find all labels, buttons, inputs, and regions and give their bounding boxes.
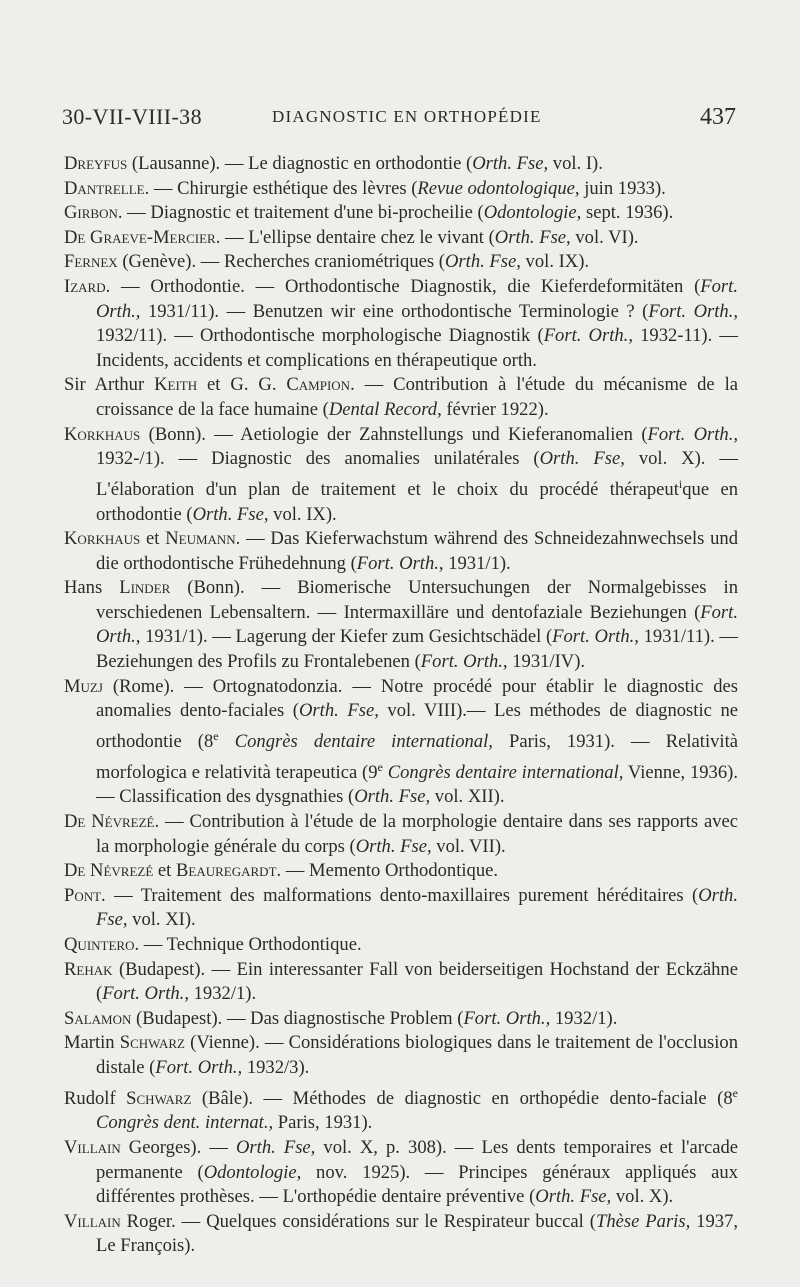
entry-journal-title: Orth. Fse, — [472, 153, 549, 174]
bibliography-entry — [64, 1081, 738, 1136]
entry-superscript: i — [678, 476, 683, 491]
entry-text: et G. G. — [197, 374, 287, 396]
entry-text: (Vienne). — Considérations biologiques dans le traitement de l'occlusion distale ( — [96, 1032, 738, 1078]
entry-journal-title: Orth. Fse, — [494, 226, 571, 248]
entry-text: 1932-/1). — Diagnostic des anomalies unilatérales ( — [96, 448, 540, 470]
entry-journal-title: Orth. Fse, — [535, 1186, 612, 1208]
entry-text: — Contribution à l'étude de la morphologie dentaire dans ses rapports avec la morphologie générale du corps ( — [96, 811, 739, 857]
entry-journal-title: Orth. Fse, — [299, 700, 379, 722]
entry-text: et — [140, 528, 166, 550]
entry-author: De Névrezé. — [64, 811, 160, 832]
entry-author: Pont. — [64, 884, 106, 906]
entry-text: vol. X). — [611, 1186, 674, 1208]
entry-text: (Budapest). — Das diagnostische Problem ( — [131, 1007, 464, 1029]
entry-text: février 1922). — [441, 398, 549, 420]
entry-text: 1931/11). — Beziehungen des Profils zu Frontalebenen ( — [96, 626, 738, 673]
entry-author: Fernex — [64, 251, 118, 273]
bibliography-entry — [64, 275, 738, 373]
entry-text: 1932/1). — [188, 983, 257, 1005]
entry-text: — Diagnostic et traitement d'une bi-procheilie ( — [122, 202, 484, 224]
entry-author: Korkhaus — [64, 423, 141, 445]
entry-text: — Das Kieferwachstum während des Schneidezahnwechsels und die orthodontische Frühedehnung ( — [96, 528, 739, 574]
entry-text: 1931/1). — [443, 552, 511, 574]
bibliography-entry — [64, 810, 738, 859]
entry-text: 1931/11). — Benutzen wir eine orthodontische Terminologie ? ( — [140, 300, 649, 322]
entry-journal-title: Orth. Fse, — [354, 786, 431, 808]
entry-text: vol. XII). — [430, 786, 505, 808]
entry-author: De Graeve-Mercier. — [64, 226, 221, 248]
bibliography-entry — [64, 933, 738, 958]
entry-journal-title: Fort. Orth., — [96, 275, 738, 322]
bibliography-entry — [64, 226, 738, 251]
entry-journal-title: Fort. Orth., — [463, 1007, 551, 1029]
entry-text: Paris, 1931). — Relatività morfologica e relatività terapeutica (9 — [96, 731, 738, 783]
entry-superscript: e — [213, 728, 219, 743]
entry-text: (Budapest). — Ein interessanter Fall von beiderseitigen Hochstand der Eckzähne ( — [96, 958, 738, 1005]
entry-author: Dreyfus — [64, 153, 128, 174]
entry-superscript: e — [732, 1085, 738, 1100]
bibliography-entry — [64, 250, 738, 275]
entry-text: et — [153, 860, 176, 882]
running-title: DIAGNOSTIC EN ORTHOPÉDIE — [272, 107, 542, 126]
entry-author: Salamon — [64, 1007, 132, 1029]
entry-text: que en orthodontie ( — [96, 478, 738, 525]
entry-author-name: Schwarz — [119, 1032, 185, 1054]
entry-text: (Bonn). — Biomerische Untersuchungen der Normalgebisses in verschiedenen Lebensaltern. — Intermaxilläre und dentofaziale Beziehungen ( — [96, 577, 738, 623]
entry-journal-title: Odontologie, — [483, 202, 582, 224]
entry-author: De Névrezé — [64, 860, 154, 882]
entry-author-name: Neumann. — [165, 528, 241, 550]
running-header — [62, 104, 736, 138]
bibliography-entry — [64, 423, 738, 528]
entry-text: Vienne, 1936). — Classification des dysgnathies ( — [96, 761, 738, 808]
entry-text: nov. 1925). — Principes généraux appliqués aux différentes prothèses. — L'orthopédie dentaire préventive ( — [96, 1161, 738, 1208]
entry-text: Rudolf — [64, 1087, 127, 1109]
entry-text: 1932-11). — Incidents, accidents et complications en thérapeutique orth. — [96, 325, 738, 371]
entry-journal-title: Orth. Fse, — [96, 884, 738, 931]
entry-text: vol. VI). — [570, 226, 639, 248]
bibliography-entry — [64, 1007, 738, 1032]
bibliography-entry — [64, 576, 738, 674]
entry-text: vol. X). — L'élaboration d'un plan de traitement et le choix du procédé thérapeut — [96, 448, 738, 500]
entry-text: 1932/3). — [242, 1056, 310, 1078]
bibliography-entry — [64, 1210, 738, 1259]
entry-journal-title: Orth. Fse, — [236, 1136, 316, 1158]
entry-author: Rehak — [64, 958, 113, 980]
entry-journal-title: Orth. Fse, — [444, 251, 521, 273]
entry-text: — L'ellipse dentaire chez le vivant ( — [220, 226, 495, 248]
entry-journal-title: Fort. Orth., — [647, 423, 738, 445]
entry-author: Villain — [64, 1136, 121, 1158]
entry-journal-title: Fort. Orth., — [543, 325, 633, 347]
bibliography-entry — [64, 958, 738, 1007]
entry-text: vol. X, p. 308). — Les dents temporaires et l'arcade permanente ( — [96, 1136, 739, 1183]
entry-text: — Traitement des malformations dento-maxillaires purement héréditaires ( — [105, 884, 699, 906]
bibliography-entry — [64, 152, 738, 177]
entry-author-name: Keith — [154, 374, 198, 396]
entry-text: (Rome). — Ortognatodonzia. — Notre procédé pour établir le diagnostic des anomalies dento-faciales ( — [96, 675, 738, 722]
entry-text: (Lausanne). — Le diagnostic en orthodontie ( — [127, 153, 473, 174]
entry-journal-title: Orth. Fse, — [539, 448, 625, 470]
entry-journal-title: Fort. Orth., — [102, 983, 189, 1005]
entry-text: — Technique Orthodontique. — [139, 933, 362, 955]
entry-journal-title: Fort. Orth., — [155, 1056, 243, 1078]
entry-text: — Chirurgie esthétique des lèvres ( — [149, 177, 418, 199]
entry-journal-title: Orth. Fse, — [355, 835, 432, 857]
entry-author: Izard. — [64, 275, 111, 297]
entry-author: Muzj — [64, 675, 103, 697]
bibliography-entry — [64, 201, 738, 226]
entry-text: (Genève). — Recherches craniométriques ( — [117, 251, 445, 273]
entry-author-name: Campion. — [286, 374, 355, 396]
entry-journal-title: Fort. Orth., — [96, 601, 738, 648]
entry-text: Roger. — Quelques considérations sur le Respirateur buccal ( — [120, 1210, 596, 1232]
entry-text: Paris, 1931). — [273, 1112, 373, 1134]
bibliography-entry — [64, 177, 738, 202]
entry-journal-title: Fort. Orth., — [552, 626, 639, 648]
bibliography-entry — [64, 884, 738, 933]
entry-text: Sir Arthur — [64, 374, 155, 396]
entry-journal-title: Thèse Paris, — [595, 1210, 691, 1232]
entry-author: Quintero. — [64, 933, 140, 955]
entry-text: 1932/11). — Orthodontische morphologische Diagnostik ( — [96, 325, 544, 347]
entry-text: vol. I). — [548, 153, 603, 174]
entry-journal-title: Dental Record, — [328, 398, 442, 420]
entry-text: vol. IX). — [520, 251, 590, 273]
entry-journal-title: Congrès dentaire international, — [234, 731, 493, 753]
entry-author: Villain — [64, 1210, 121, 1232]
entry-text: vol. VII). — [431, 835, 506, 857]
entry-journal-title: Fort. Orth., — [420, 651, 508, 673]
entry-journal-title: Congrès dent. internat., — [96, 1112, 274, 1134]
entry-journal-title: Fort. Orth., — [356, 552, 444, 574]
entry-author-name: Beauregardt. — [176, 860, 282, 882]
bibliography-entry — [64, 675, 738, 810]
entry-text: vol. VIII).— Les méthodes de diagnostic ne orthodontie (8 — [96, 700, 738, 753]
entry-journal-title: Fort. Orth., — [648, 300, 738, 322]
bibliography-entry — [64, 859, 738, 884]
entry-text: juin 1933). — [579, 177, 666, 199]
entry-text: 1931/1). — Lagerung der Kiefer zum Gesichtschädel ( — [140, 626, 553, 648]
entry-superscript: e — [377, 759, 383, 774]
entry-text: (Bonn). — Aetiologie der Zahnstellungs und Kieferanomalien ( — [140, 423, 648, 445]
entry-journal-title: Odontologie, — [203, 1161, 302, 1183]
page-number: 437 — [700, 104, 736, 130]
entry-author-name: Linder — [119, 577, 171, 599]
entry-text: 1931/IV). — [507, 651, 586, 673]
entry-text: — Memento Orthodontique. — [281, 860, 499, 882]
entry-journal-title: Orth. Fse, — [192, 503, 269, 525]
entry-author: Korkhaus — [64, 528, 141, 550]
entry-author-name: Schwarz — [126, 1087, 192, 1109]
entry-text: vol. XI). — [127, 909, 196, 931]
entry-text — [219, 731, 235, 752]
entry-text: vol. IX). — [268, 503, 337, 525]
bibliography-entry — [64, 373, 738, 422]
entry-author: Girbon. — [64, 202, 123, 224]
bibliography-entry — [64, 1136, 738, 1210]
entry-text: — Orthodontie. — Orthodontische Diagnostik, die Kieferdeformitäten ( — [110, 275, 701, 297]
bibliography-list — [64, 152, 738, 1259]
issue-reference: 30-VII-VIII-38 — [62, 104, 202, 129]
entry-text: Martin — [64, 1032, 120, 1054]
entry-journal-title: Revue odontologique, — [417, 177, 580, 199]
entry-text: 1937, Le François). — [96, 1210, 739, 1257]
bibliography-entry — [64, 1031, 738, 1080]
entry-text: Hans — [64, 577, 120, 599]
entry-text: Georges). — — [120, 1136, 236, 1158]
entry-text: — Contribution à l'étude du mécanisme de la croissance de la face humaine ( — [96, 374, 738, 420]
entry-author: Dantrelle. — [64, 177, 150, 199]
entry-text: 1932/1). — [550, 1007, 618, 1029]
entry-text: (Bâle). — Méthodes de diagnostic en orthopédie dento-faciale (8 — [191, 1087, 733, 1109]
entry-text: sept. 1936). — [581, 202, 674, 224]
entry-journal-title: Congrès dentaire international, — [387, 761, 624, 783]
bibliography-entry — [64, 527, 738, 576]
